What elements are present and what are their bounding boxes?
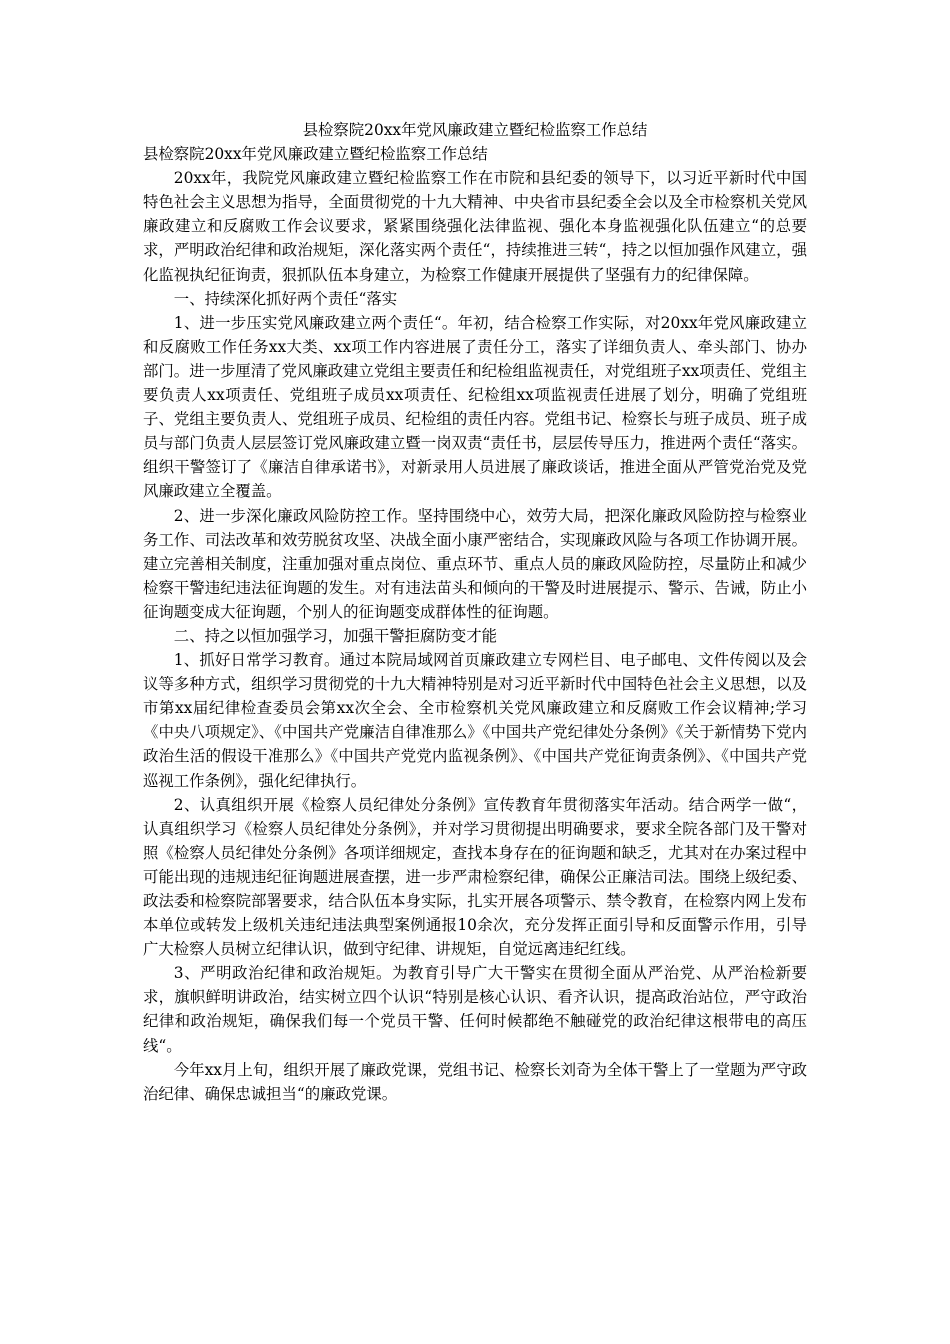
intro-paragraph: 20xx年，我院党风廉政建立暨纪检监察工作在市院和县纪委的领导下，以习近平新时代中国特色社会主义思想为指导，全面贯彻党的十九大精神、中央省市县纪委全会以及全市检察机关党风廉政建立和反腐败工作会议要求，紧紧围绕强化法律监视、强化本身监视强化队伍建立“的总要求，严明政治纪律和政治规矩，深化落实两个责任“，持续推进三转“，持之以恒加强作风建立，强化监视执纪征询责，狠抓队伍本身建立，为检察工作健康开展提供了坚强有力的纪律保障。 xyxy=(143,169,807,284)
document-page xyxy=(143,118,807,1106)
body-paragraph: 今年xx月上旬，组织开展了廉政党课，党组书记、检察长刘奇为全体干警上了一堂题为严守政治纪律、确保忠诚担当“的廉政党课。 xyxy=(143,1060,807,1103)
body-paragraph: 3、严明政治纪律和政治规矩。为教育引导广大干警实在贯彻全面从严治党、从严治检新要求，旗帜鲜明讲政治，结实树立四个认识“特别是核心认识、看齐认识，提高政治站位，严守政治纪律和政治规矩，确保我们每一个党员干警、任何时候都绝不触碰党的政治纪律这根带电的高压线“。 xyxy=(143,964,807,1055)
document-title: 县检察院20xx年党风廉政建立暨纪检监察工作总结 xyxy=(302,121,648,139)
body-paragraph: 2、进一步深化廉政风险防控工作。坚持围绕中心，效劳大局，把深化廉政风险防控与检察业务工作、司法改革和效劳脱贫攻坚、决战全面小康严密结合，实现廉政风险与各项工作协调开展。建立完善相关制度，注重加强对重点岗位、重点环节、重点人员的廉政风险防控，尽量防止和减少检察干警违纪违法征询题的发生。对有违法苗头和倾向的干警及时进展提示、警示、告诫，防止小征询题变成大征询题，个别人的征询题变成群体性的征询题。 xyxy=(143,506,807,621)
section-heading-2: 二、持之以恒加强学习，加强干警拒腐防变才能 xyxy=(173,626,498,645)
body-paragraph: 1、进一步压实党风廉政建立两个责任“。年初，结合检察工作实际，对20xx年党风廉政建立和反腐败工作任务xx大类、xx项工作内容进展了责任分工，落实了详细负责人、牵头部门、协办部门。进一步厘清了党风廉政建立党组主要责任和纪检组监视责任，对党组班子xx项责任、党组主要负责人xx项责任、党组班子成员xx项责任、纪检组xx项监视责任进展了划分，明确了党组班子、党组主要负责人、党组班子成员、纪检组的责任内容。党组书记、检察长与班子成员、班子成员与部门负责人层层签订党风廉政建立暨一岗双责“责任书，层层传导压力，推进两个责任“落实。组织干警签订了《廉洁自律承诺书》，对新录用人员进展了廉政谈话，推进全面从严管党治党及党风廉政建立全覆盖。 xyxy=(143,313,807,501)
body-paragraph: 2、认真组织开展《检察人员纪律处分条例》宣传教育年贯彻落实年活动。结合两学一做“，认真组织学习《检察人员纪律处分条例》，并对学习贯彻提出明确要求，要求全院各部门及干警对照《检察人员纪律处分条例》各项详细规定，查找本身存在的征询题和缺乏，尤其对在办案过程中可能出现的违规违纪征询题进展查摆，进一步严肃检察纪律，确保公正廉洁司法。围绕上级纪委、政法委和检察院部署要求，结合队伍本身实际，扎实开展各项警示、禁令教育，在检察内网上发布本单位或转发上级机关违纪违法典型案例通报10余次，充分发挥正面引导和反面警示作用，引导广大检察人员树立纪律认识，做到守纪律、讲规矩，自觉远离违纪红线。 xyxy=(143,795,807,959)
document-subtitle: 县检察院20xx年党风廉政建立暨纪检监察工作总结 xyxy=(143,145,488,164)
section-heading-1: 一、持续深化抓好两个责任“落实 xyxy=(173,289,398,308)
body-paragraph: 1、抓好日常学习教育。通过本院局域网首页廉政建立专网栏目、电子邮电、文件传阅以及会议等多种方式，组织学习贯彻党的十九大精神特别是对习近平新时代中国特色社会主义思想，以及市第xx届纪律检查委员会第xx次全会、全市检察机关党风廉政建立和反腐败工作会议精神;学习《中央八项规定》、《中国共产党廉洁自律准那么》《中国共产党纪律处分条例》《关于新情势下党内政治生活的假设干准那么》《中国共产党党内监视条例》、《中国共产党征询责条例》、《中国共产党巡视工作条例》，强化纪律执行。 xyxy=(143,651,807,790)
